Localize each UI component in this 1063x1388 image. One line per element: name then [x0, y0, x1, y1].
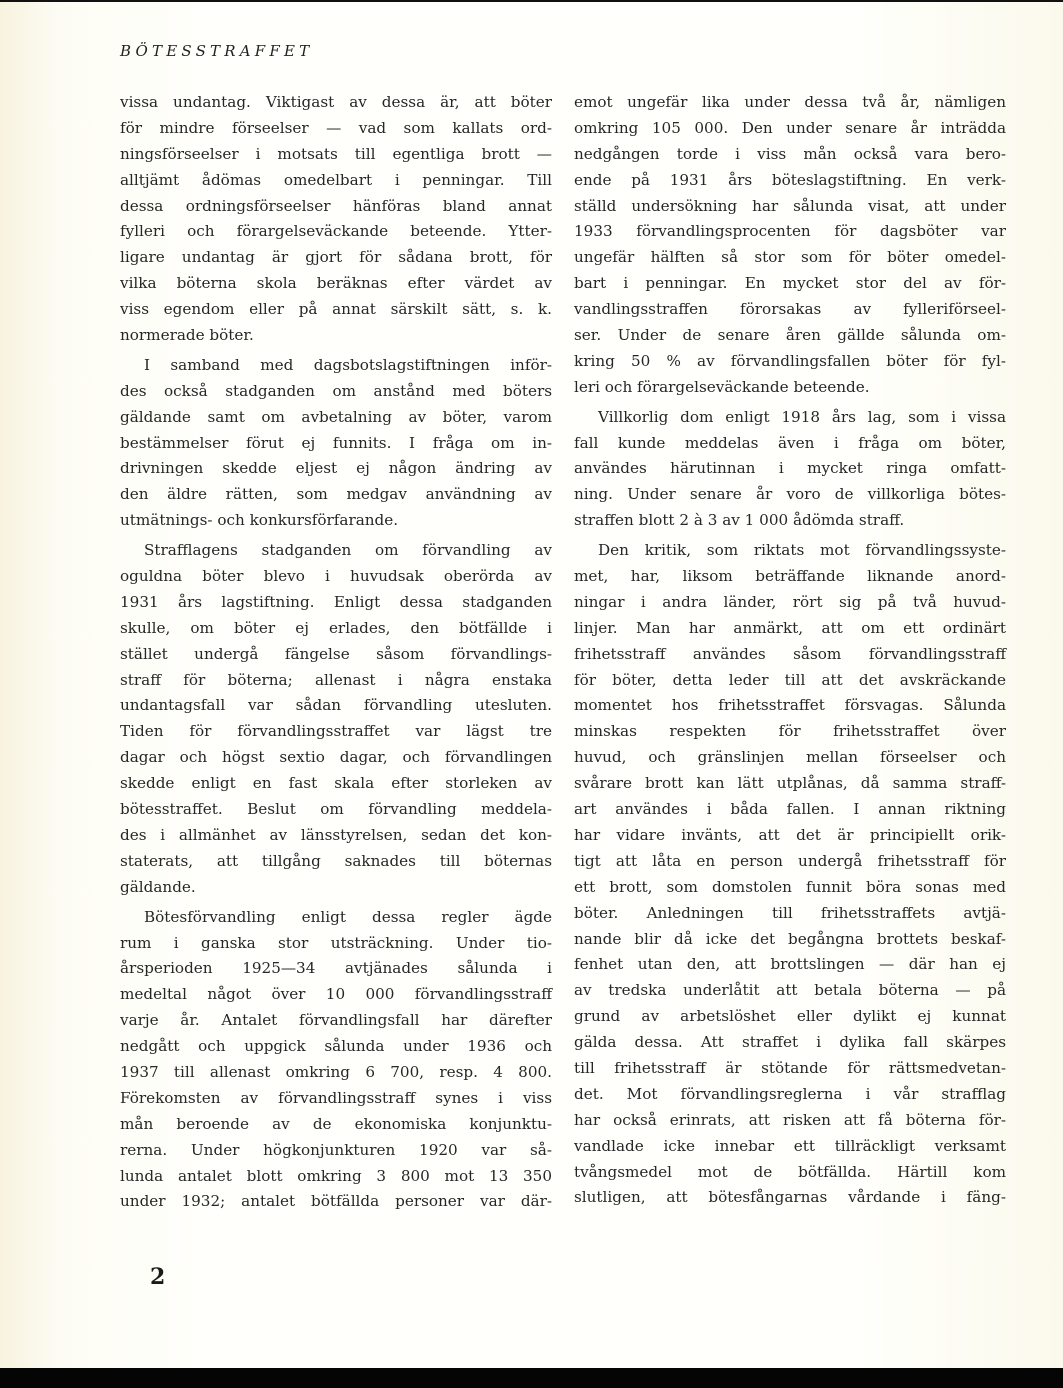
page-number: 2 [150, 1264, 166, 1290]
text-line: vissa undantag. Viktigast av dessa är, att böter [120, 93, 552, 111]
text-line: tvångsmedel mot de bötfällda. Härtill kom [574, 1162, 1006, 1181]
text-line: ungefär hälften så stor som för böter omedel- [574, 248, 1006, 267]
text-line: till frihetsstraff är stötande för rättsmedvetan- [574, 1058, 1006, 1077]
text-line: I samband med dagsbotslagstiftningen inför- [144, 355, 552, 374]
text-line: kring 50 % av förvandlingsfallen böter för fyl- [574, 351, 1006, 370]
text-line: alltjämt ådömas omedelbart i penningar. Till [120, 170, 552, 189]
text-line: ligare undantag är gjort för sådana brott, för [120, 248, 552, 267]
text-line: varje år. Antalet förvandlingsfall har därefter [120, 1011, 552, 1030]
text-line: skulle, om böter ej erlades, den bötfällde i [120, 618, 552, 637]
text-line: nande blir då icke det begångna brottets beskaf- [574, 929, 1006, 948]
text-line: fall kunde meddelas även i fråga om böter, [574, 433, 1006, 452]
text-line: det. Mot förvandlingsreglerna i vår strafflag [574, 1084, 1006, 1103]
text-line: straffen blott 2 à 3 av 1 000 ådömda straff. [574, 511, 905, 530]
text-line: skedde enligt en fast skala efter storleken av [120, 774, 552, 793]
text-line: Tiden för förvandlingsstraffet var lägst tre [120, 722, 552, 741]
text-line: fenhet utan den, att brottslingen — där han ej [574, 955, 1006, 974]
text-line: av tredska underlåtit att betala böterna — på [574, 981, 1006, 1000]
text-line: undantagsfall var sådan förvandling utesluten. [120, 696, 552, 715]
text-line: Strafflagens stadganden om förvandling av [144, 541, 552, 560]
text-line: nedgått och uppgick sålunda under 1936 och [120, 1037, 552, 1056]
text-line: dessa ordningsförseelser hänföras bland annat [120, 196, 552, 215]
paragraph [120, 538, 552, 900]
book-page [0, 2, 1063, 1368]
text-line: 1931 års lagstiftning. Enligt dessa stadganden [120, 592, 552, 611]
text-line: 1937 till allenast omkring 6 700, resp. 4 800. [120, 1062, 552, 1081]
text-line: mån beroende av de ekonomiska konjunktu- [120, 1114, 552, 1133]
text-line: lunda antalet blott omkring 3 800 mot 13 350 [120, 1166, 552, 1185]
text-line: bötesstraffet. Beslut om förvandling meddela- [120, 800, 552, 819]
text-line: emot ungefär lika under dessa två år, nämligen [574, 93, 1006, 111]
text-line: böter. Anledningen till frihetsstraffets avtjä- [574, 903, 1006, 922]
text-line: linjer. Man har anmärkt, att om ett ordinärt [574, 618, 1006, 637]
text-line: ställd undersökning har sålunda visat, att under [574, 196, 1006, 215]
text-line: Bötesförvandling enligt dessa regler ägde [144, 907, 552, 926]
text-line: för mindre förseelser — vad som kallats ord- [120, 118, 552, 137]
paragraph [120, 353, 552, 534]
text-line: slutligen, att bötesfångarnas vårdande i fäng- [574, 1188, 1006, 1207]
text-line: drivningen skedde eljest ej någon ändring av [120, 459, 552, 478]
text-line: rum i ganska stor utsträckning. Under tio- [120, 933, 552, 952]
text-line: art användes i båda fallen. I annan riktning [574, 800, 1006, 819]
text-line: gälda dessa. Att straffet i dylika fall skärpes [574, 1033, 1006, 1052]
text-line: Förekomsten av förvandlingsstraff synes i viss [120, 1088, 552, 1107]
text-line: ning. Under senare år voro de villkorliga bötes- [574, 485, 1006, 504]
text-line: oguldna böter blevo i huvudsak oberörda av [120, 567, 552, 586]
text-line: omkring 105 000. Den under senare år inträdda [574, 118, 1006, 137]
paragraph [574, 90, 1006, 401]
text-line: för böter, detta leder till att det avskräckande [574, 670, 1006, 689]
left-column [120, 90, 552, 1215]
text-line: användes härutinnan i mycket ringa omfatt- [574, 459, 1006, 478]
text-line: ningsförseelser i motsats till egentliga brott — [120, 144, 552, 163]
text-line: vilka böterna skola beräknas efter värdet av [120, 274, 552, 293]
text-line: Villkorlig dom enligt 1918 års lag, som i vissa [598, 407, 1006, 426]
text-line: ser. Under de senare åren gällde sålunda om- [574, 326, 1006, 345]
paragraph [574, 538, 1006, 1211]
text-line: fylleri och förargelseväckande beteende. Ytter- [120, 222, 552, 241]
text-line: grund av arbetslöshet eller dylikt ej kunnat [574, 1007, 1006, 1026]
paragraph [120, 90, 552, 349]
text-line: har också erinrats, att risken att få böterna för- [574, 1110, 1006, 1129]
text-line: gäldande samt om avbetalning av böter, varom [120, 407, 552, 426]
text-line: gäldande. [120, 877, 196, 896]
text-line: dagar och högst sextio dagar, och förvandlingen [120, 748, 552, 767]
text-line: utmätnings- och konkursförfarande. [120, 511, 399, 530]
text-line: tigt att låta en person undergå frihetsstraff för [574, 851, 1006, 870]
text-line: normerade böter. [120, 326, 254, 345]
text-line: momentet hos frihetsstraffet försvagas. Sålunda [574, 696, 1006, 715]
text-line: under 1932; antalet bötfällda personer var där- [120, 1192, 552, 1211]
paragraph [120, 905, 552, 1216]
text-line: Den kritik, som riktats mot förvandlingssyste- [598, 541, 1006, 560]
text-line: bart i penningar. En mycket stor del av för- [574, 274, 1006, 293]
text-line: nedgången torde i viss mån också vara bero- [574, 144, 1006, 163]
text-line: straff för böterna; allenast i några enstaka [120, 670, 552, 689]
text-line: minskas respekten för frihetsstraffet över [574, 722, 1006, 741]
text-line: met, har, liksom beträffande liknande anord- [574, 567, 1006, 586]
text-line: des också stadganden om anstånd med böters [120, 381, 552, 400]
text-line: vandlade icke innebar ett tillräckligt verksamt [574, 1136, 1006, 1155]
text-line: huvud, och gränslinjen mellan förseelser och [574, 748, 1006, 767]
text-line: des i allmänhet av länsstyrelsen, sedan det kon- [120, 825, 552, 844]
text-line: frihetsstraff användes såsom förvandlingsstraff [574, 644, 1006, 663]
text-line: viss egendom eller på annat särskilt sätt, s. k. [120, 300, 552, 319]
text-line: ett brott, som domstolen funnit böra sonas med [574, 877, 1006, 896]
text-line: medeltal något över 10 000 förvandlingsstraff [120, 985, 552, 1004]
right-column [574, 90, 1006, 1211]
scan-bottom-edge [0, 1368, 1063, 1388]
text-line: vandlingsstraffen förorsakas av fylleriförseel- [574, 300, 1006, 319]
text-line: 1933 förvandlingsprocenten för dagsböter var [574, 222, 1006, 241]
text-line: rerna. Under högkonjunkturen 1920 var så- [120, 1140, 552, 1159]
text-line: leri och förargelseväckande beteende. [574, 377, 870, 396]
text-line: ende på 1931 års böteslagstiftning. En verk- [574, 170, 1006, 189]
text-line: bestämmelser förut ej funnits. I fråga om in- [120, 433, 552, 452]
paragraph [574, 405, 1006, 534]
text-line: svårare brott kan lätt utplånas, då samma straff- [574, 774, 1006, 793]
text-line: ningar i andra länder, rört sig på två huvud- [574, 592, 1006, 611]
text-line: staterats, att tillgång saknades till böternas [120, 851, 552, 870]
text-line: stället undergå fängelse såsom förvandlings- [120, 644, 552, 663]
text-line: har vidare invänts, att det är principiellt orik- [574, 825, 1006, 844]
text-line: den äldre rätten, som medgav användning av [120, 485, 552, 504]
text-line: årsperioden 1925—34 avtjänades sålunda i [120, 959, 552, 978]
running-head: BÖTESSTRAFFET [120, 42, 314, 60]
